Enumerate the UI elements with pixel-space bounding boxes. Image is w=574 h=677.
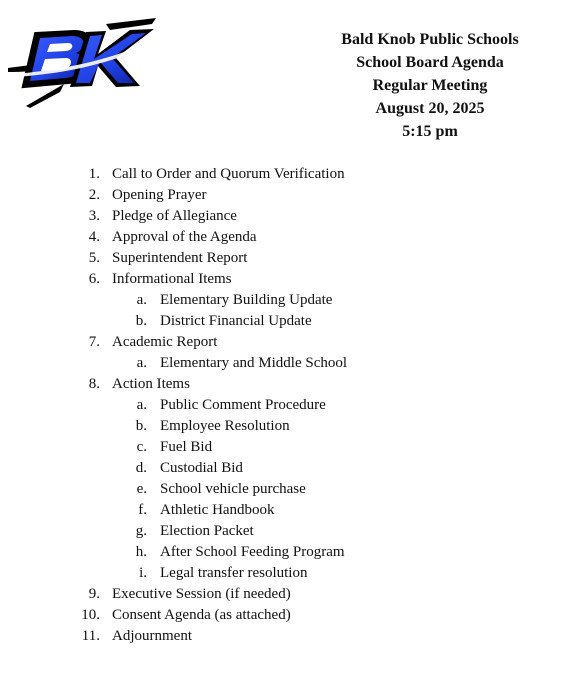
agenda-item-number: 3.: [88, 208, 100, 224]
agenda-item-number: d.: [135, 460, 147, 476]
agenda-subitem: [0, 311, 574, 332]
agenda-item-text: Consent Agenda (as attached): [112, 607, 291, 623]
school-name: Bald Knob Public Schools: [341, 31, 519, 48]
bk-logo: [6, 14, 160, 110]
agenda-item-text: Public Comment Procedure: [160, 397, 326, 413]
meeting-time: 5:15 pm: [402, 123, 458, 140]
agenda-item-number: e.: [136, 481, 147, 497]
agenda-subitem: [0, 395, 574, 416]
agenda-item-number: 4.: [88, 229, 100, 245]
agenda-item: [0, 626, 574, 647]
agenda-item-number: a.: [136, 355, 147, 371]
agenda-item-number: i.: [139, 565, 147, 581]
agenda-item-number: 2.: [88, 187, 100, 203]
agenda-subitem: [0, 563, 574, 584]
agenda-item: [0, 206, 574, 227]
agenda-subitem: [0, 353, 574, 374]
agenda-item: [0, 185, 574, 206]
agenda-item-number: 6.: [88, 271, 100, 287]
agenda-item: [0, 332, 574, 353]
agenda-subitem: [0, 416, 574, 437]
agenda-subitem: [0, 458, 574, 479]
agenda-item-text: Elementary Building Update: [160, 292, 333, 308]
agenda-header: [300, 28, 560, 143]
agenda-item-text: Executive Session (if needed): [112, 586, 291, 602]
agenda-item: [0, 584, 574, 605]
agenda-item-text: Pledge of Allegiance: [112, 208, 237, 224]
meeting-type: Regular Meeting: [372, 77, 488, 94]
agenda-item-number: g.: [135, 523, 147, 539]
agenda-item-number: b.: [135, 418, 147, 434]
agenda-item-number: 8.: [88, 376, 100, 392]
agenda-item-number: f.: [138, 502, 147, 518]
agenda-item-text: District Financial Update: [160, 313, 312, 329]
agenda-item-text: School vehicle purchase: [160, 481, 306, 497]
agenda-item: [0, 374, 574, 395]
agenda-item-text: Opening Prayer: [112, 187, 207, 203]
agenda-item-text: Elementary and Middle School: [160, 355, 348, 371]
agenda-item-number: 9.: [88, 586, 100, 602]
agenda-item-text: Action Items: [112, 376, 190, 392]
agenda-item: [0, 605, 574, 626]
agenda-item-text: Fuel Bid: [160, 439, 213, 455]
agenda-item-number: 1.: [88, 166, 100, 182]
agenda-item-number: c.: [136, 439, 147, 455]
meeting-date: August 20, 2025: [375, 100, 485, 117]
agenda-item-text: Adjournment: [112, 628, 192, 644]
agenda-item-text: Informational Items: [112, 271, 232, 287]
agenda-item-number: 11.: [81, 628, 100, 644]
agenda-item-text: Employee Resolution: [160, 418, 290, 434]
agenda-subitem: [0, 290, 574, 311]
agenda-item-text: After School Feeding Program: [160, 544, 345, 560]
agenda-item-number: 5.: [88, 250, 100, 266]
agenda-item-number: 7.: [88, 334, 100, 350]
agenda-list: [0, 164, 574, 647]
agenda-subitem: [0, 437, 574, 458]
agenda-item-text: Election Packet: [160, 523, 254, 539]
agenda-subitem: [0, 479, 574, 500]
agenda-item-text: Custodial Bid: [160, 460, 243, 476]
agenda-item-number: a.: [136, 292, 147, 308]
agenda-item-text: Superintendent Report: [112, 250, 248, 266]
agenda-item-text: Legal transfer resolution: [160, 565, 308, 581]
agenda-item: [0, 248, 574, 269]
document-title: School Board Agenda: [356, 54, 504, 71]
agenda-subitem: [0, 500, 574, 521]
agenda-item-text: Athletic Handbook: [160, 502, 275, 518]
agenda-subitem: [0, 542, 574, 563]
agenda-item-text: Academic Report: [112, 334, 218, 350]
agenda-item-text: Approval of the Agenda: [112, 229, 257, 245]
agenda-item: [0, 227, 574, 248]
agenda-item: [0, 164, 574, 185]
bk-logo-graphic: [6, 14, 160, 110]
agenda-item-number: a.: [136, 397, 147, 413]
agenda-subitem: [0, 521, 574, 542]
agenda-item-number: 10.: [81, 607, 100, 623]
agenda-item-number: b.: [135, 313, 147, 329]
agenda-item: [0, 269, 574, 290]
agenda-item-number: h.: [135, 544, 147, 560]
agenda-item-text: Call to Order and Quorum Verification: [112, 166, 345, 182]
